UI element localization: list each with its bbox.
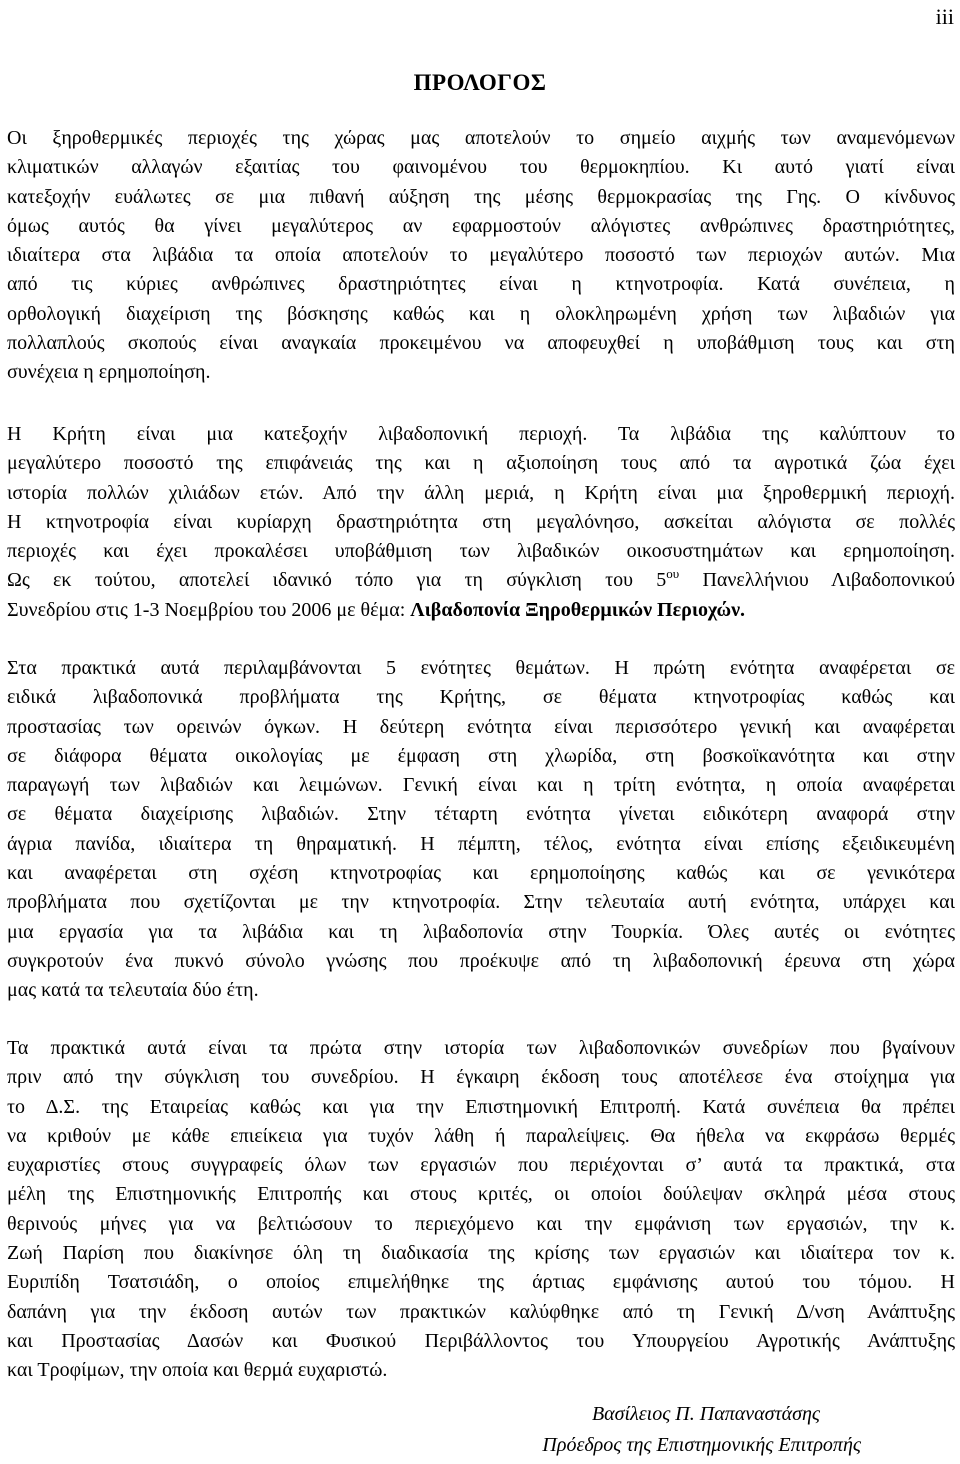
text-line: συνέχεια η ερημοποίηση. [7,361,211,384]
signature-name: Βασίλειος Π. Παπαναστάσης [591,1403,820,1425]
text-line: από τις κύριες ανθρώπινες δραστηριότητες είναι η κτηνοτροφία. Κατά συνέπεια, η [7,273,955,296]
text-line: συγκροτούν ένα πυκνό σύνολο γνώσης που προέκυψε από τη λιβαδοπονική έρευνα στη χώρα [7,949,955,972]
text-line: ορθολογική διαχείριση της βόσκησης καθώς και η ολοκληρωμένη χρήση των λιβαδιών για [7,302,955,325]
text-line: Η Κρήτη είναι μια κατεξοχήν λιβαδοπονική περιοχή. Τα λιβάδια της καλύπτουν το [7,423,955,445]
text-segment: Πανελλήνιου Λιβαδοπονικού [679,569,955,592]
text-line: Τα πρακτικά αυτά είναι τα πρώτα στην ιστορία των λιβαδοπονικών συνεδρίων που βγαίνουν [7,1037,955,1059]
text-line: Ζωή Παρίση που διακίνησε όλη τη διαδικασία της κρίσης των εργασιών και ιδιαίτερα τον κ. [7,1242,955,1265]
ordinal-superscript: ου [666,566,680,582]
text-line: προβλήματα που σχετίζονται με την κτηνοτροφία. Στην τελευταία αυτή ενότητα, υπάρχει και [7,891,955,914]
text-line: κατεξοχήν ευάλωτες σε μια πιθανή αύξηση της μέσης θερμοκρασίας της Γης. Ο κίνδυνος [7,185,955,208]
text-line: μέλη της Επιστημονικής Επιτροπής και στους κριτές, οι οποίοι δούλεψαν σκληρά μέσα στους [7,1183,955,1206]
paragraph-intro [7,124,955,388]
text-segment: Συνεδρίου στις 1-3 Νοεμβρίου του 2006 με θέμα: [7,598,411,621]
text-line: και Προστασίας Δασών και Φυσικού Περιβάλλοντος του Υπουργείου Αγροτικής Ανάπτυξης [7,1329,955,1352]
page-title: ΠΡΟΛΟΓΟΣ [413,70,547,95]
text-line: παραγωγή των λιβαδιών και λειμώνων. Γενική είναι και η τρίτη ενότητα, η οποία αναφέρεται [7,774,955,797]
text-line: κλιματικών αλλαγών εξαιτίας του φαινομένου του θερμοκηπίου. Κι αυτό γιατί είναι [7,156,955,179]
text-line: πολλαπλούς σκοπούς είναι αναγκαία προκειμένου να αποφευχθεί η υποβάθμιση τους και στη [7,332,955,355]
text-line: προστασίας των ορεινών όγκων. Η δεύτερη ενότητα είναι περισσότερο γενική και αναφέρεται [7,715,955,738]
text-line: ιστορία πολλών χιλιάδων ετών. Από την άλλη μεριά, η Κρήτη είναι μια ξηροθερμική περιοχή. [7,481,955,504]
text-line: πριν από την σύγκλιση του συνεδρίου. Η έγκαιρη έκδοση τους αποτέλεσε ένα στοίχημα για [7,1066,955,1089]
text-line: άγρια πανίδα, ιδιαίτερα τη θηραματική. Η πέμπτη, τέλος, ενότητα είναι επίσης εξειδικευμένη [7,832,955,855]
text-line: σε διάφορα θέματα οικολογίας με έμφαση στη χλωρίδα, στη βοσκοϊκανότητα και στην [7,744,955,767]
text-segment: Ως εκ τούτου, αποτελεί ιδανικό τόπο για τη σύγκλιση του 5 [7,569,667,592]
text-line [7,566,955,595]
text-line: ειδικά λιβαδοπονικά προβλήματα της Κρήτης, σε θέματα κτηνοτροφίας καθώς και [7,686,955,709]
text-line [7,596,955,625]
text-line: ιδιαίτερα στα λιβάδια τα οποία αποτελούν το μεγαλύτερο ποσοστό των περιοχών αυτών. Μια [7,244,955,267]
paragraph-crete [7,420,955,625]
text-line: όμως αυτός θα γίνει μεγαλύτερος αν εφαρμοστούν αλόγιστες ανθρώπινες δραστηριότητες, [7,214,955,237]
text-line: Στα πρακτικά αυτά περιλαμβάνονται 5 ενότητες θεμάτων. Η πρώτη ενότητα αναφέρεται σε [7,657,955,679]
paragraph-acknowledgements [7,1034,955,1386]
text-line: το Δ.Σ. της Εταιρείας καθώς και για την Επιστημονική Επιτροπή. Κατά συνέπεια θα πρέπει [7,1095,955,1118]
text-line: και αναφέρεται στη σχέση κτηνοτροφίας και ερημοποίησης καθώς και σε γενικότερα [7,862,955,885]
text-line: θερινούς μήνες για να βελτιώσουν το περιεχόμενο και την εμφάνιση των εργασιών, την κ. [7,1212,955,1235]
text-line: μια εργασία για τα λιβάδια και τη λιβαδοπονία στην Τουρκία. Όλες αυτές οι ενότητες [7,920,955,943]
signature-role: Πρόεδρος της Επιστημονικής Επιτροπής [542,1434,861,1456]
text-line: να κριθούν με κάθε επιείκεια για τυχόν λάθη ή παραλείψεις. Θα ήθελα να εκφράσω θερμές [7,1124,955,1147]
text-line: και Τροφίμων, την οποία και θερμά ευχαριστώ. [7,1359,388,1382]
text-line: μας κατά τα τελευταία δύο έτη. [7,979,259,1002]
text-line: μεγαλύτερο ποσοστό της επιφάνειάς της και η αξιοποίηση τους από τα αγροτικά ζώα έχει [7,452,955,475]
text-line: περιοχές και έχει προκαλέσει υποβάθμιση των λιβαδικών οικοσυστημάτων και ερημοποίηση. [7,540,955,563]
text-line: σε θέματα διαχείρισης λιβαδιών. Στην τέταρτη ενότητα γίνεται ειδικότερη αναφορά στην [7,803,955,826]
text-line: Η κτηνοτροφία είναι κυρίαρχη δραστηριότητα στη μεγαλόνησο, ασκείται αλόγιστα σε πολλές [7,510,955,533]
text-line: δαπάνη για την έκδοση αυτών των πρακτικών καλύφθηκε από τη Γενική Δ/νση Ανάπτυξης [7,1300,955,1323]
text-line: Οι ξηροθερμικές περιοχές της χώρας μας αποτελούν το σημείο αιχμής των αναμενόμενων [7,127,955,149]
paragraph-sections [7,654,955,1006]
text-line: ευχαριστίες στους συγγραφείς όλων των εργασιών που περιέχονται σ’ αυτά τα πρακτικά, στα [7,1154,955,1177]
page-number: iii [935,4,954,29]
text-line: Ευριπίδη Τσατσιάδη, ο οποίος επιμελήθηκε της άρτιας εμφάνισης αυτού του τόμου. Η [7,1271,955,1294]
conference-theme: Λιβαδοπονία Ξηροθερμικών Περιοχών. [410,598,746,621]
